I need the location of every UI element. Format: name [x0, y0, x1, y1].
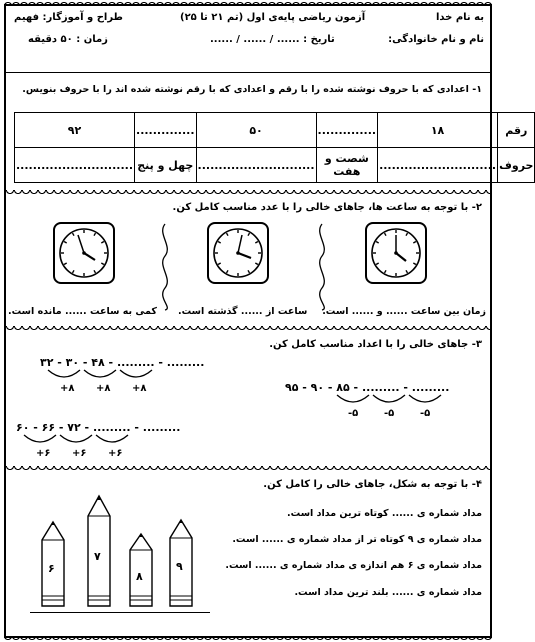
sequence-a-arcs: [44, 368, 164, 384]
clock-left: [53, 222, 115, 284]
divider-2: [6, 190, 490, 195]
table-cell[interactable]: ۵۰: [196, 113, 316, 148]
step-label: +۸: [96, 383, 111, 394]
row-label-digits: رقم: [498, 113, 535, 148]
step-label: +۶: [108, 448, 123, 459]
pencil-label: ۶: [48, 562, 55, 575]
q2-caption-right: زمان بین ساعت ...... و ...... است.: [322, 306, 486, 317]
brace-divider-right: [312, 222, 332, 312]
q4-line-3: مداد شماره ی ۶ هم اندازه ی مداد شماره ی ...... است.: [225, 560, 482, 571]
step-label: +۶: [72, 448, 87, 459]
table-cell[interactable]: چهل و پنج: [135, 148, 197, 183]
table-row: [15, 148, 535, 183]
divider-4: [6, 466, 490, 471]
q4-title: ۴- با توجه به شکل، جاهای خالی را کامل کن.: [263, 479, 482, 490]
table-cell[interactable]: ............................: [196, 148, 316, 183]
table-cell[interactable]: ۹۲: [15, 113, 135, 148]
q4-line-1: مداد شماره ی ...... کوتاه ترین مداد است.: [287, 508, 482, 519]
pencil-baseline: [30, 612, 210, 613]
table-cell[interactable]: شصت و هفت: [316, 148, 378, 183]
sequence-b: ۶۰ - ۶۶ - ۷۲ - ......... - .........: [16, 421, 181, 434]
sequence-b-arcs: [20, 433, 140, 449]
header-designer: طراح و آموزگار: فهیم: [14, 12, 123, 23]
table-cell[interactable]: ۱۸: [378, 113, 498, 148]
student-name-label: نام و نام خانوادگی:: [388, 34, 484, 45]
q1-title: ۱- اعدادی که با حروف نوشته شده را با رقم و اعدادی که با رقم نوشته شده اند را با حروف بنویس.: [22, 84, 482, 95]
table-cell[interactable]: ............................: [378, 148, 498, 183]
q2-caption-middle: ساعت از ...... گذشته است.: [178, 306, 308, 317]
q2-title: ۲- با توجه به ساعت ها، جاهای خالی را با عدد مناسب کامل کن.: [172, 202, 482, 213]
table-cell[interactable]: ..............: [316, 113, 378, 148]
clock-middle: [207, 222, 269, 284]
brace-divider-left: [155, 222, 175, 312]
date-label: تاریخ : ...... / ...... / ......: [210, 34, 335, 45]
step-label: -۵: [420, 408, 431, 419]
header-exam-title: آزمون ریاضی پایه‌ی اول (تم ۲۱ تا ۲۵): [180, 12, 366, 23]
q1-number-table: [14, 112, 535, 183]
sequence-a: ۳۲ - ۳۰ - ۴۸ - ......... - .........: [40, 356, 205, 369]
q3-title: ۳- جاهای خالی را با اعداد مناسب کامل کن.: [269, 339, 482, 350]
step-label: +۸: [60, 383, 75, 394]
row-label-words: حروف: [498, 148, 535, 183]
header-bismillah: به نام خدا: [435, 12, 484, 23]
table-row: [15, 113, 535, 148]
divider-1: [6, 72, 490, 73]
divider-3: [6, 326, 490, 331]
time-label: زمان : ۵۰ دقیقه: [28, 34, 108, 45]
q2-caption-left: کمی به ساعت ...... مانده است.: [8, 306, 157, 317]
step-label: +۸: [132, 383, 147, 394]
pencil-label: ۹: [176, 560, 183, 573]
pencil-label: ۷: [94, 550, 101, 563]
table-cell[interactable]: ..............: [135, 113, 197, 148]
step-label: -۵: [384, 408, 395, 419]
clock-right: [365, 222, 427, 284]
pencil-label: ۸: [136, 570, 143, 583]
sequence-c: ۹۵ - ۹۰ - ۸۵ - ......... - .........: [285, 381, 450, 394]
sequence-c-arcs: [333, 393, 453, 409]
q4-line-2: مداد شماره ی ۹ کوتاه تر از مداد شماره ی ...... است.: [232, 534, 482, 545]
bottom-border: [4, 636, 492, 642]
table-cell[interactable]: ............................: [15, 148, 135, 183]
step-label: +۶: [36, 448, 51, 459]
step-label: -۵: [348, 408, 359, 419]
q4-line-4: مداد شماره ی ...... بلند ترین مداد است.: [294, 587, 482, 598]
